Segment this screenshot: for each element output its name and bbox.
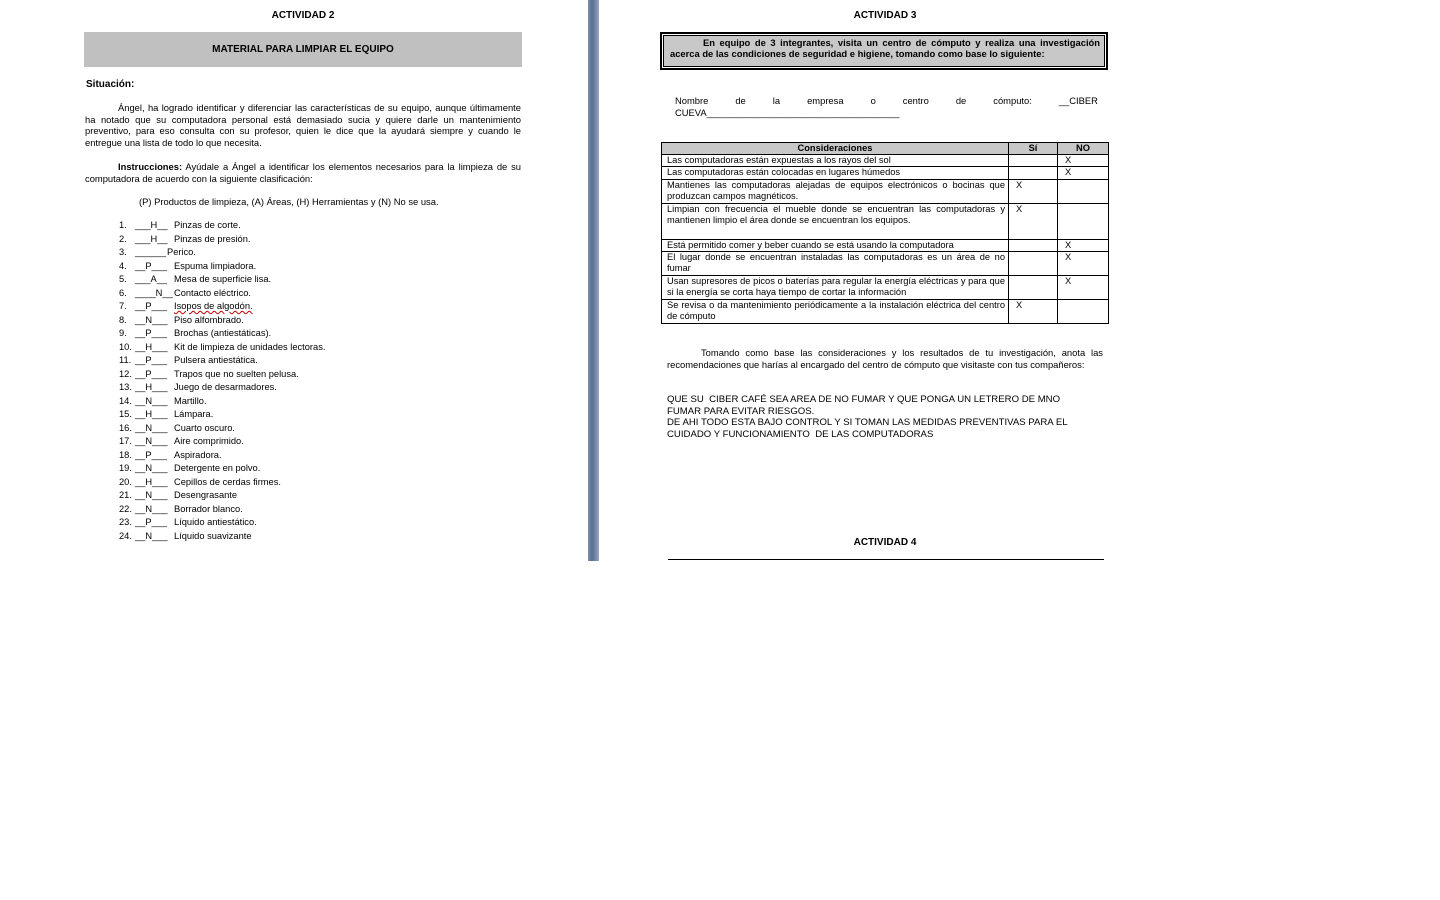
activity-4-title: ACTIVIDAD 4 [853, 537, 917, 548]
item-text: Lámpara. [174, 409, 214, 420]
table-row [662, 179, 1109, 203]
list-item [119, 517, 325, 531]
consideration-cell: Está permitido comer y beber cuando se está usando la computadora [662, 239, 1009, 251]
answer-line: QUE SU CIBER CAFÉ SEA AREA DE NO FUMAR Y QUE PONGA UN LETRERO DE MNO [667, 394, 1061, 405]
item-number: 4. [119, 260, 127, 271]
company-name-line2: CUEVA_____________________________________ [675, 106, 900, 118]
item-answer: ____N__ [135, 287, 173, 298]
consideration-cell: Las computadoras están colocadas en lugares húmedos [662, 167, 1009, 179]
table-row [662, 251, 1109, 275]
instruction-box [660, 32, 1108, 70]
list-item [119, 450, 325, 464]
answer-line: CUIDADO Y FUNCIONAMIENTO DE LAS COMPUTADORAS [667, 428, 934, 440]
instructions-label: Instrucciones: [118, 161, 183, 172]
no-cell: X [1058, 167, 1109, 179]
company-name-word: __CIBER [1058, 95, 1098, 106]
consideration-cell: El lugar donde se encuentran instaladas las computadoras es un área de no fumar [662, 251, 1009, 275]
item-number: 23. [119, 517, 132, 528]
company-name-word: cómputo: [993, 95, 1032, 106]
item-answer: __H___ [135, 341, 168, 352]
company-name-word: Nombre [675, 95, 709, 106]
item-number: 10. [119, 341, 132, 352]
item-answer: __P___ [135, 328, 168, 339]
list-item [119, 247, 325, 261]
item-number: 9. [119, 328, 127, 339]
consideration-cell: Usan supresores de picos o baterías para regular la energía eléctricas y para que si la energía se corta haya tiempo de cortar la información [662, 275, 1009, 299]
list-item [119, 234, 325, 248]
list-item [119, 463, 325, 477]
item-text: Aire comprimido. [174, 436, 244, 447]
list-item [119, 261, 325, 275]
item-number: 12. [119, 368, 132, 379]
item-number: 5. [119, 274, 127, 285]
item-answer: ___H__ [135, 220, 168, 230]
item-number: 11. [119, 355, 132, 366]
item-text: Piso alfombrado. [174, 314, 244, 325]
item-number: 14. [119, 395, 132, 406]
company-name-row [675, 95, 1098, 107]
material-title-box [84, 32, 522, 67]
item-answer: __P___ [135, 449, 168, 460]
item-text: Borrador blanco. [174, 503, 243, 514]
table-row [662, 275, 1109, 299]
item-answer: __N___ [135, 314, 168, 325]
no-cell: X [1058, 155, 1109, 167]
item-text: Pinzas de corte. [174, 220, 241, 230]
list-item [119, 396, 325, 410]
item-answer: ______ [135, 247, 167, 258]
page-divider [588, 0, 599, 561]
activity-2-title: ACTIVIDAD 2 [271, 10, 335, 21]
list-item [119, 301, 325, 315]
company-name-word: centro [902, 95, 929, 106]
item-number: 19. [119, 463, 132, 474]
item-number: 1. [119, 220, 127, 230]
si-cell [1009, 275, 1058, 299]
classification-legend: (P) Productos de limpieza, (A) Áreas, (H) Herramientas y (N) No se usa. [139, 196, 439, 207]
activity-4-box-top [668, 559, 1104, 562]
no-cell [1058, 299, 1109, 323]
item-text: Cepillos de cerdas firmes. [174, 476, 281, 487]
item-text: Desengrasante [174, 490, 238, 501]
header-no: NO [1058, 143, 1109, 155]
item-number: 8. [119, 314, 127, 325]
company-name-word: de [955, 95, 967, 106]
company-name-word: empresa [807, 95, 844, 106]
table-row [662, 299, 1109, 323]
instructions-paragraph [85, 161, 521, 184]
item-number: 6. [119, 287, 127, 298]
item-text: Juego de desarmadores. [174, 382, 277, 393]
instruction-box-text: En equipo de 3 integrantes, visita un centro de cómputo y realiza una investigación acerca de las condiciones de seguridad e higiene, tomando como base lo siguiente: [663, 35, 1105, 67]
item-list [119, 220, 325, 544]
item-number: 2. [119, 233, 127, 244]
si-cell [1009, 155, 1058, 167]
list-item [119, 490, 325, 504]
si-cell [1009, 239, 1058, 251]
no-cell [1058, 179, 1109, 203]
item-answer: __P___ [135, 517, 168, 528]
table-row [662, 239, 1109, 251]
item-answer: __P___ [135, 301, 168, 312]
item-answer: __H___ [135, 409, 168, 420]
recommendations-answer [667, 394, 1107, 440]
considerations-table [661, 142, 1109, 324]
item-answer: __P___ [135, 355, 168, 366]
item-number: 16. [119, 422, 132, 433]
item-answer: __H___ [135, 476, 168, 487]
no-cell: X [1058, 275, 1109, 299]
item-text: Espuma limpiadora. [174, 260, 257, 271]
item-answer: __N___ [135, 436, 168, 447]
table-row [662, 167, 1109, 179]
item-text: Martillo. [174, 395, 207, 406]
item-text: Pinzas de presión. [174, 233, 251, 244]
answer-line: DE AHI TODO ESTA BAJO CONTROL Y SI TOMAN LAS MEDIDAS PREVENTIVAS PARA EL [667, 417, 1068, 429]
company-name-word: o [870, 95, 876, 106]
item-text: Trapos que no suelten pelusa. [174, 368, 299, 379]
item-text: Brochas (antiestáticas). [174, 328, 272, 339]
item-answer: __N___ [135, 503, 168, 514]
no-cell [1058, 203, 1109, 239]
consideration-cell: Las computadoras están expuestas a los rayos del sol [662, 155, 1009, 167]
list-item [119, 409, 325, 423]
list-item [119, 288, 325, 302]
item-number: 18. [119, 449, 132, 460]
item-answer: __N___ [135, 490, 168, 501]
item-answer: __N___ [135, 463, 168, 474]
list-item [119, 328, 325, 342]
list-item [119, 477, 325, 491]
list-item [119, 274, 325, 288]
item-answer: __H___ [135, 382, 168, 393]
item-answer: __N___ [135, 530, 168, 541]
item-number: 21. [119, 490, 132, 501]
item-number: 24. [119, 530, 132, 541]
header-considerations: Consideraciones [662, 143, 1009, 155]
no-cell: X [1058, 251, 1109, 275]
item-text: Isopos de algodón. [174, 301, 253, 312]
si-cell [1009, 251, 1058, 275]
list-item [119, 342, 325, 356]
item-answer: __P___ [135, 260, 168, 271]
item-number: 13. [119, 382, 132, 393]
si-cell: X [1009, 179, 1058, 203]
company-name-word: de [735, 95, 746, 106]
list-item [119, 369, 325, 383]
item-number: 17. [119, 436, 132, 447]
item-answer: __P___ [135, 368, 168, 379]
list-item [119, 423, 325, 437]
item-answer: ___A__ [135, 274, 168, 285]
table-row [662, 155, 1109, 167]
table-header-row [662, 143, 1109, 155]
list-item [119, 355, 325, 369]
item-text: Cuarto oscuro. [174, 422, 235, 433]
consideration-cell: Mantienes las computadoras alejadas de equipos electrónicos o bocinas que produzcan campos magnéticos. [662, 179, 1009, 203]
list-item [119, 382, 325, 396]
recommendations-prompt: Tomando como base las consideraciones y los resultados de tu investigación, anota las recomendaciones que harías al encargado del centro de cómputo que visitaste con tus compañeros: [667, 347, 1103, 370]
situation-label: Situación: [86, 79, 135, 90]
company-name-field [675, 95, 1098, 118]
item-number: 7. [119, 301, 127, 312]
si-cell: X [1009, 299, 1058, 323]
no-cell: X [1058, 239, 1109, 251]
item-text: Detergente en polvo. [174, 463, 261, 474]
material-title: MATERIAL PARA LIMPIAR EL EQUIPO [212, 44, 394, 55]
item-answer: ___H__ [135, 233, 168, 244]
item-number: 3. [119, 247, 127, 258]
item-text: Pulsera antiestática. [174, 355, 258, 366]
activity-3-title: ACTIVIDAD 3 [853, 10, 917, 21]
item-number: 22. [119, 503, 132, 514]
header-si: Sí [1009, 143, 1058, 155]
situation-paragraph: Ángel, ha logrado identificar y diferenciar las características de su equipo, aunque últimamente ha notado que su computadora personal está demasiado sucia y quiere darle un mantenimiento preventivo, para eso consulta con su profesor, quien le dice que la ayudará siempre y cuando le entregue una lista de todo lo que necesita. [85, 102, 521, 148]
consideration-cell: Limpian con frecuencia el mueble donde se encuentran las computadoras y mantienen limpio el área donde se encuentran los equipos. [662, 203, 1009, 239]
item-text: Contacto eléctrico. [174, 287, 251, 298]
instructions-body: Ayúdale a Ángel a identificar los elementos necesarios para la limpieza de su computadora de acuerdo con la siguiente clasificación: [85, 161, 521, 184]
item-text: Líquido antiestático. [174, 517, 257, 528]
consideration-cell: Se revisa o da mantenimiento periódicamente a la instalación eléctrica del centro de cómputo [662, 299, 1009, 323]
item-text: Kit de limpieza de unidades lectoras. [174, 341, 326, 352]
list-item [119, 436, 325, 450]
item-text: Líquido suavizante [174, 530, 252, 541]
list-item [119, 531, 325, 545]
list-item [119, 504, 325, 518]
answer-line: FUMAR PARA EVITAR RIESGOS. [667, 405, 815, 417]
item-text: Perico. [167, 247, 196, 258]
item-answer: __N___ [135, 395, 168, 406]
item-answer: __N___ [135, 422, 168, 433]
item-text: Aspiradora. [174, 449, 222, 460]
list-item [119, 220, 325, 234]
company-name-word: la [772, 95, 781, 106]
si-cell [1009, 167, 1058, 179]
table-row [662, 203, 1109, 239]
item-number: 15. [119, 409, 132, 420]
list-item [119, 315, 325, 329]
item-text: Mesa de superficie lisa. [174, 274, 272, 285]
si-cell: X [1009, 203, 1058, 239]
item-number: 20. [119, 476, 132, 487]
